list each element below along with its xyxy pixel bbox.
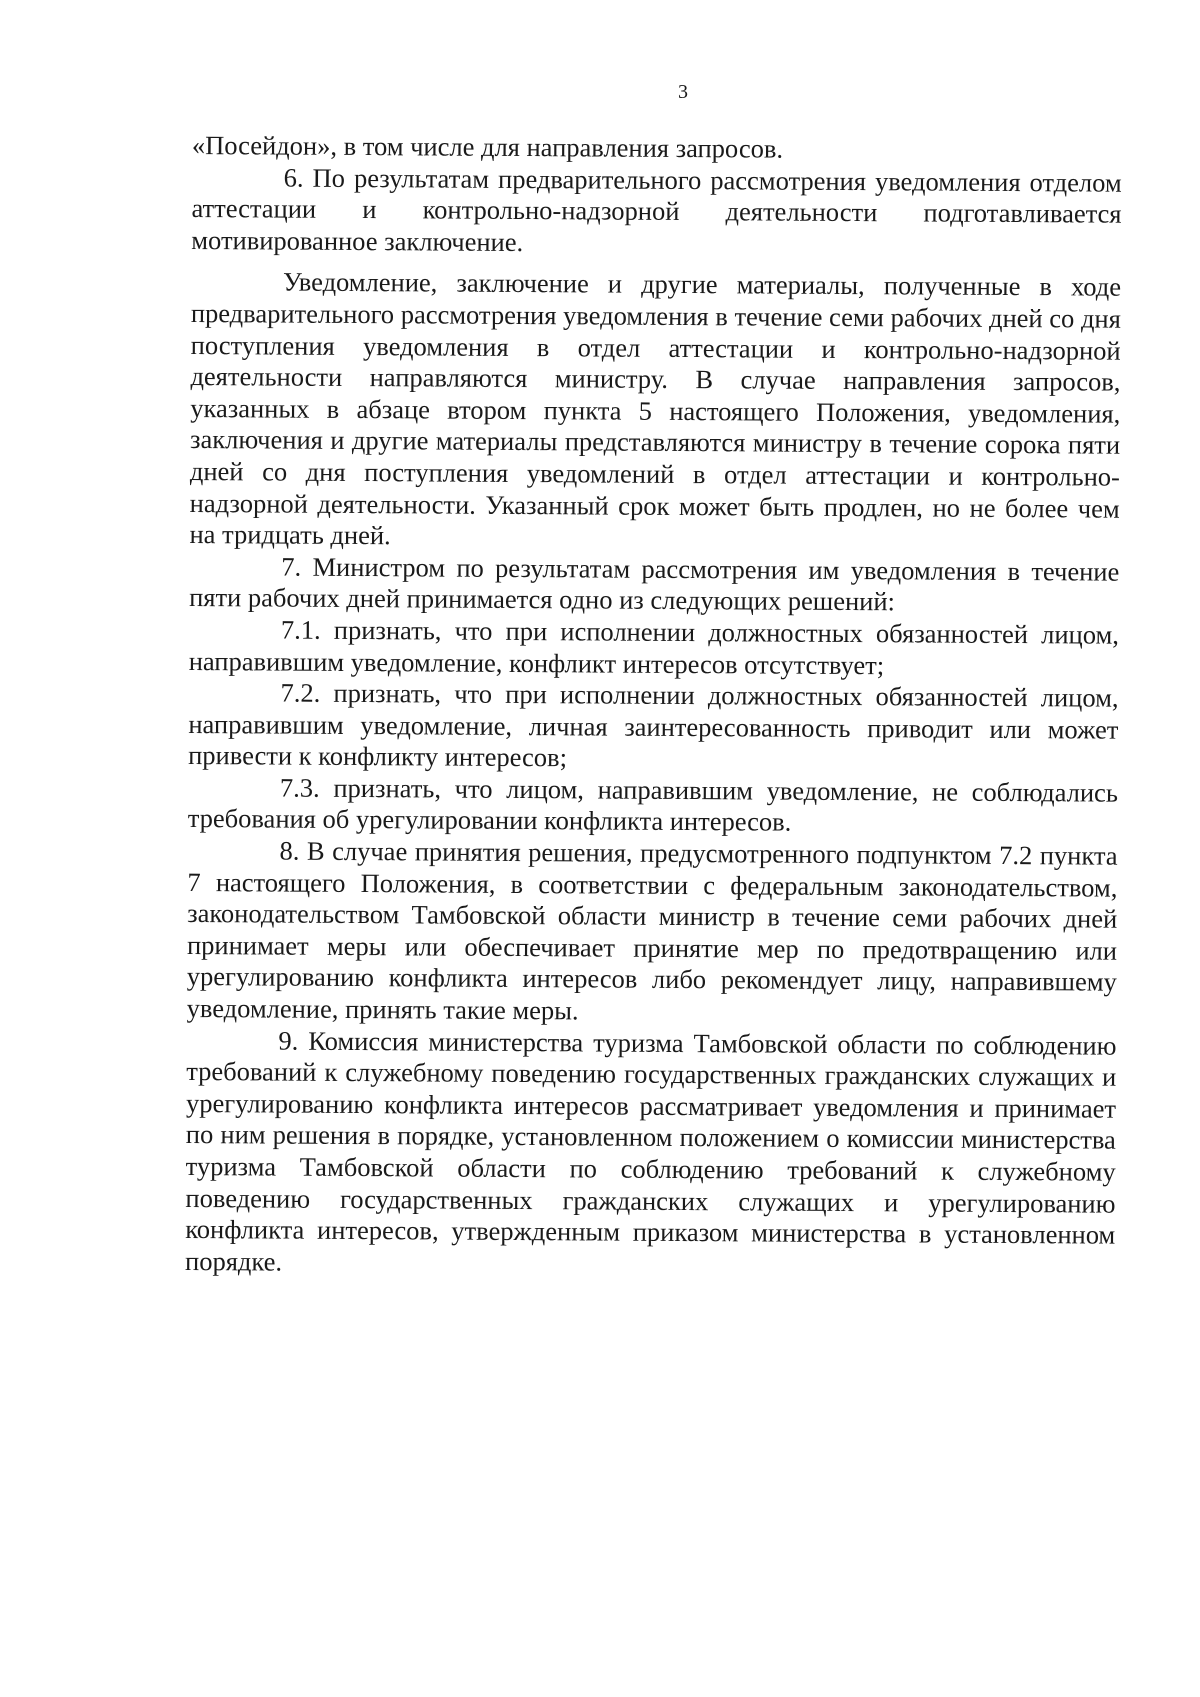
paragraph-item-7-3: 7.3. признать, что лицом, направившим уведомление, не соблюдались требования об урегулировании конфликта интересов. (187, 772, 1119, 838)
paragraph-item-7: 7. Министром по результатам рассмотрения им уведомления в течение пяти рабочих дней принимается одно из следующих решений: (189, 551, 1120, 617)
paragraph-item-9: 9. Комиссия министерства туризма Тамбовской области по соблюдению требований к служебному поведению государственных гражданских служащих и урегулированию конфликта интересов рассматривает уведомления и принимает по ним решения в порядке, установленном положением о комиссии министерства туризма Тамбовской области по соблюдению требований к служебному поведению государственных гражданских служащих и урегулированию конфликта интересов, утвержденным приказом министерства в установленном порядке. (185, 1025, 1117, 1277)
page-number: 3 (678, 81, 688, 103)
paragraph-item-7-1: 7.1. признать, что при исполнении должностных обязанностей лицом, направившим уведомление, конфликт интересов отсутствует; (188, 614, 1120, 680)
document-body (185, 130, 1122, 1283)
paragraph-continuation: «Посейдон», в том числе для направления запросов. (191, 130, 784, 164)
paragraph-item-6: 6. По результатам предварительного рассмотрения уведомления отделом аттестации и контрольно-надзорной деятельности подготавливается мотивированное заключение. (191, 162, 1122, 257)
paragraph-item-8: 8. В случае принятия решения, предусмотренного подпунктом 7.2 пункта 7 настоящего Положения, в соответствии с федеральным законодательством, законодательством Тамбовской области министр в течение семи рабочих дней принимает меры или обеспечивает принятие мер по предотвращению или урегулированию конфликта интересов либо рекомендует лицу, направившему уведомление, принять такие меры. (186, 835, 1118, 1026)
paragraph-item-7-2: 7.2. признать, что при исполнении должностных обязанностей лицом, направившим уведомление, личная заинтересованность приводит или может привести к конфликту интересов; (188, 677, 1119, 773)
paragraph-notification-materials: Уведомление, заключение и другие материалы, полученные в ходе предварительного рассмотрения уведомления в течение семи рабочих дней со дня поступления уведомления в отдел аттестации и контрольно-надзорной деятельности направляются министру. В случае направления запросов, указанных в абзаце втором пункта 5 настоящего Положения, уведомления, заключения и другие материалы представляются министру в течение сорока пяти дней со дня поступления уведомлений в отдел аттестации и контрольно-надзорной деятельности. Указанный срок может быть продлен, но не более чем на тридцать дней. (189, 266, 1122, 551)
